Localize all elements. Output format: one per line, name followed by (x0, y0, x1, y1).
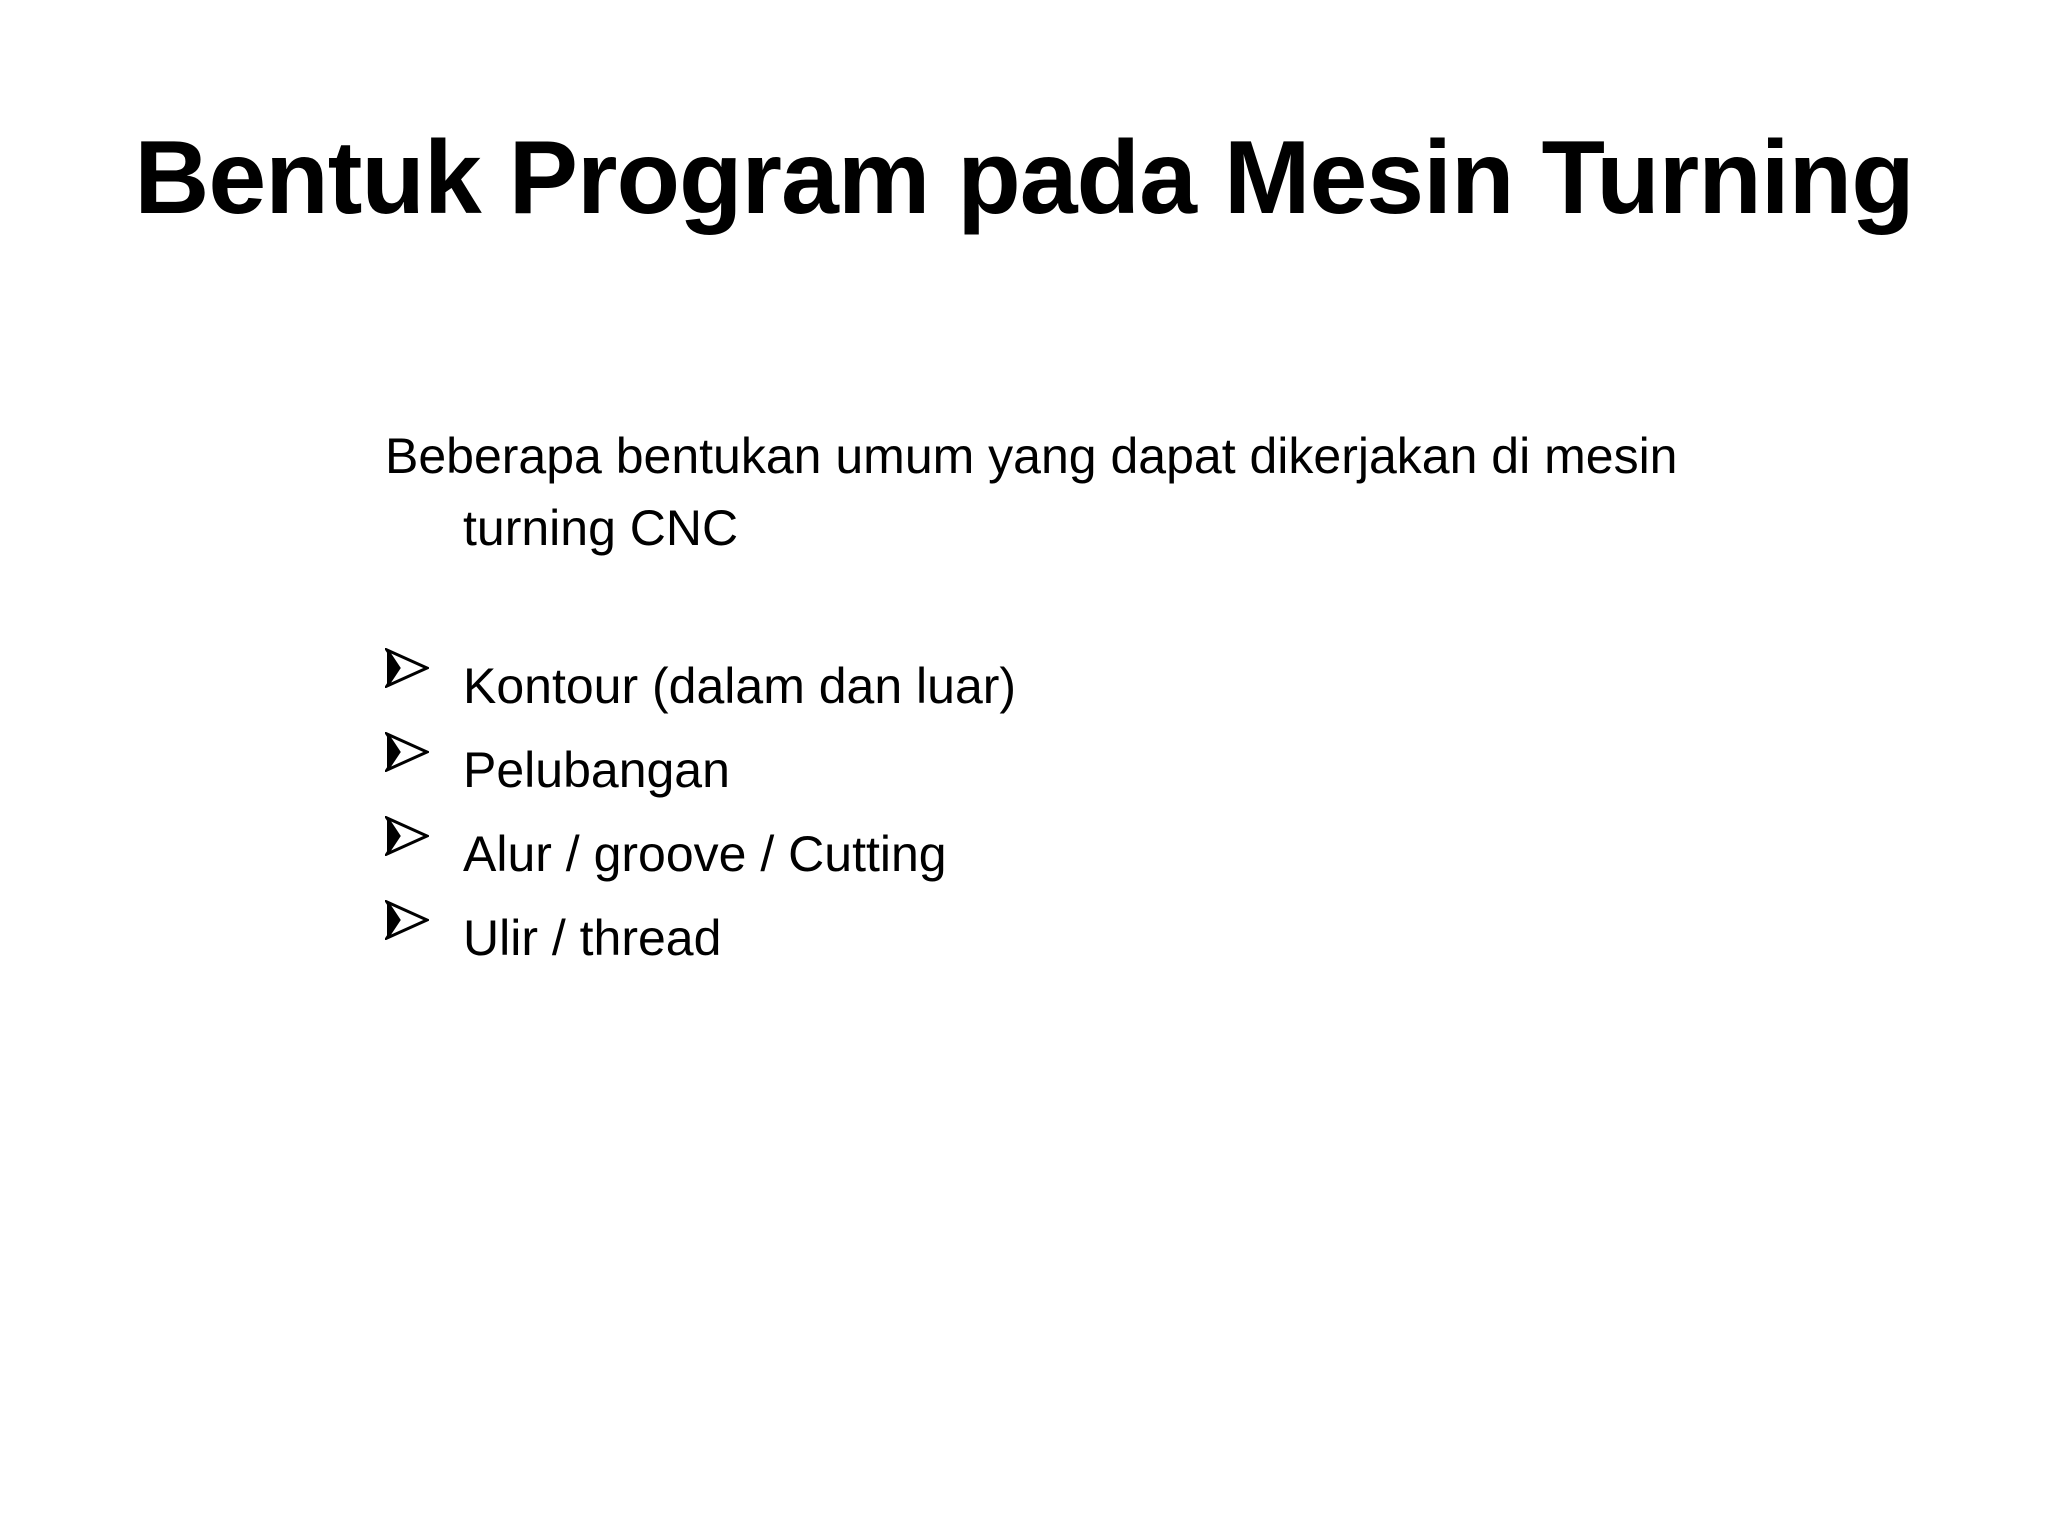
arrowhead-bullet-icon (385, 910, 463, 966)
intro-text: Beberapa bentukan umum yang dapat dikerjakan di mesin turning CNC (385, 428, 1678, 556)
bullet-list (385, 644, 1725, 980)
bullet-label: Kontour (dalam dan luar) (463, 658, 1017, 714)
slide-title: Bentuk Program pada Mesin Turning (134, 120, 1914, 236)
slide-body (385, 420, 1725, 980)
list-item (385, 644, 1725, 728)
bullet-label: Pelubangan (463, 742, 730, 798)
list-item (385, 896, 1725, 980)
list-item (385, 728, 1725, 812)
arrowhead-bullet-icon (385, 826, 463, 882)
bullet-label: Alur / groove / Cutting (463, 826, 947, 882)
bullet-label: Ulir / thread (463, 910, 722, 966)
arrowhead-bullet-icon (385, 658, 463, 714)
arrowhead-bullet-icon (385, 742, 463, 798)
list-item (385, 812, 1725, 896)
